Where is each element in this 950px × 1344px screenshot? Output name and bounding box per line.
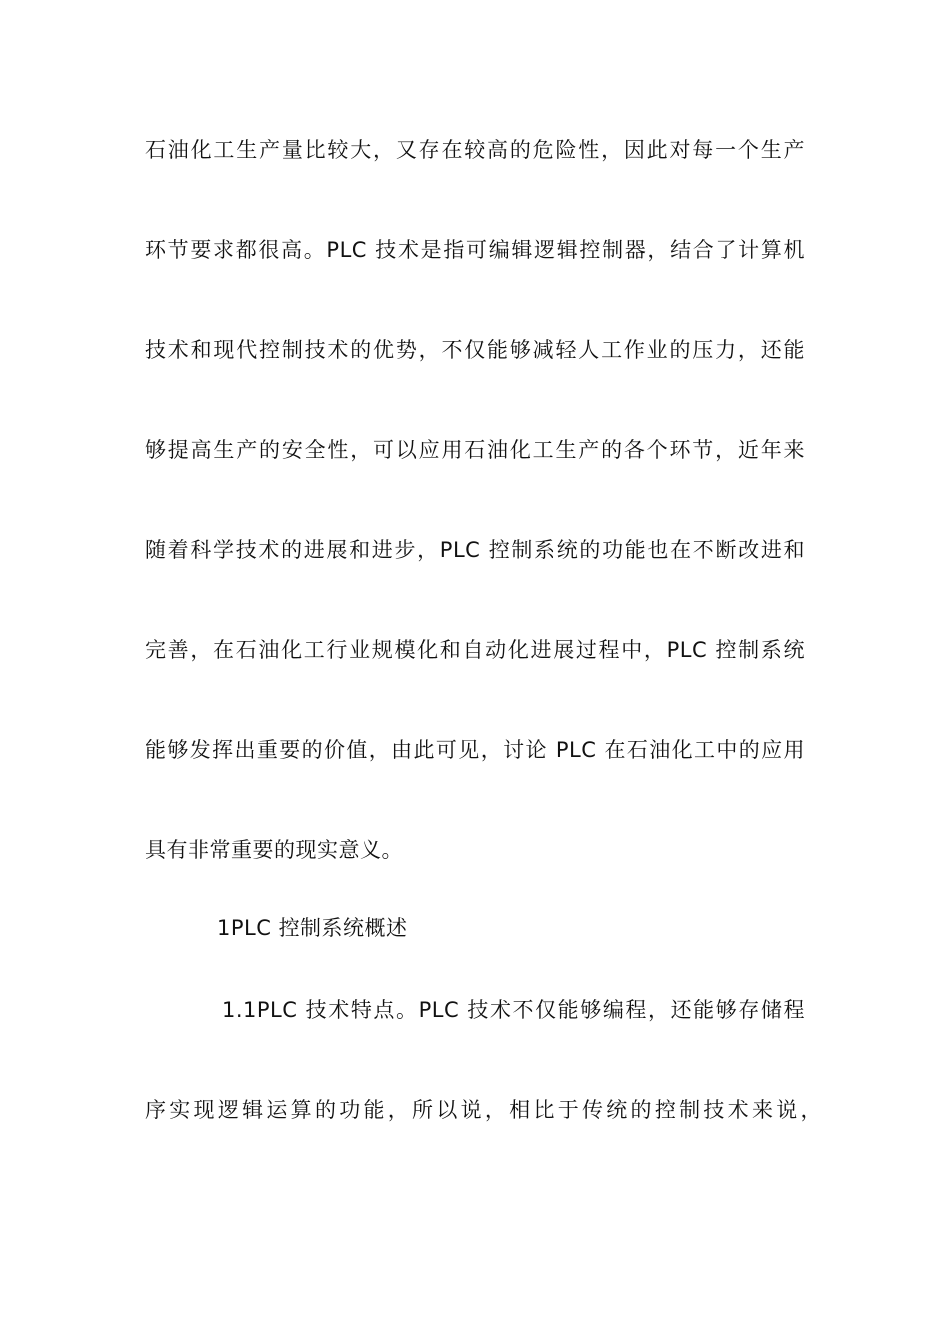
paragraph-line-8: 具有非常重要的现实意义。 [145,838,403,862]
paragraph-line-2: 环节要求都很高。PLC 技术是指可编辑逻辑控制器，结合了计算机 [145,238,805,262]
subsection-line-1: 1.1PLC 技术特点。PLC 技术不仅能够编程，还能够存储程 [222,998,805,1022]
paragraph-line-4: 够提高生产的安全性，可以应用石油化工生产的各个环节，近年来 [145,438,805,462]
paragraph-line-6: 完善，在石油化工行业规模化和自动化进展过程中，PLC 控制系统 [145,638,805,662]
paragraph-line-1: 石油化工生产量比较大，又存在较高的危险性，因此对每一个生产 [145,138,805,162]
paragraph-line-3: 技术和现代控制技术的优势，不仅能够减轻人工作业的压力，还能 [145,338,805,362]
subsection-line-2: 序实现逻辑运算的功能，所以说，相比于传统的控制技术来说， [145,1098,822,1122]
paragraph-line-5: 随着科学技术的进展和进步，PLC 控制系统的功能也在不断改进和 [145,538,805,562]
paragraph-line-7: 能够发挥出重要的价值，由此可见，讨论 PLC 在石油化工中的应用 [145,738,805,762]
section-heading: 1PLC 控制系统概述 [217,916,408,940]
